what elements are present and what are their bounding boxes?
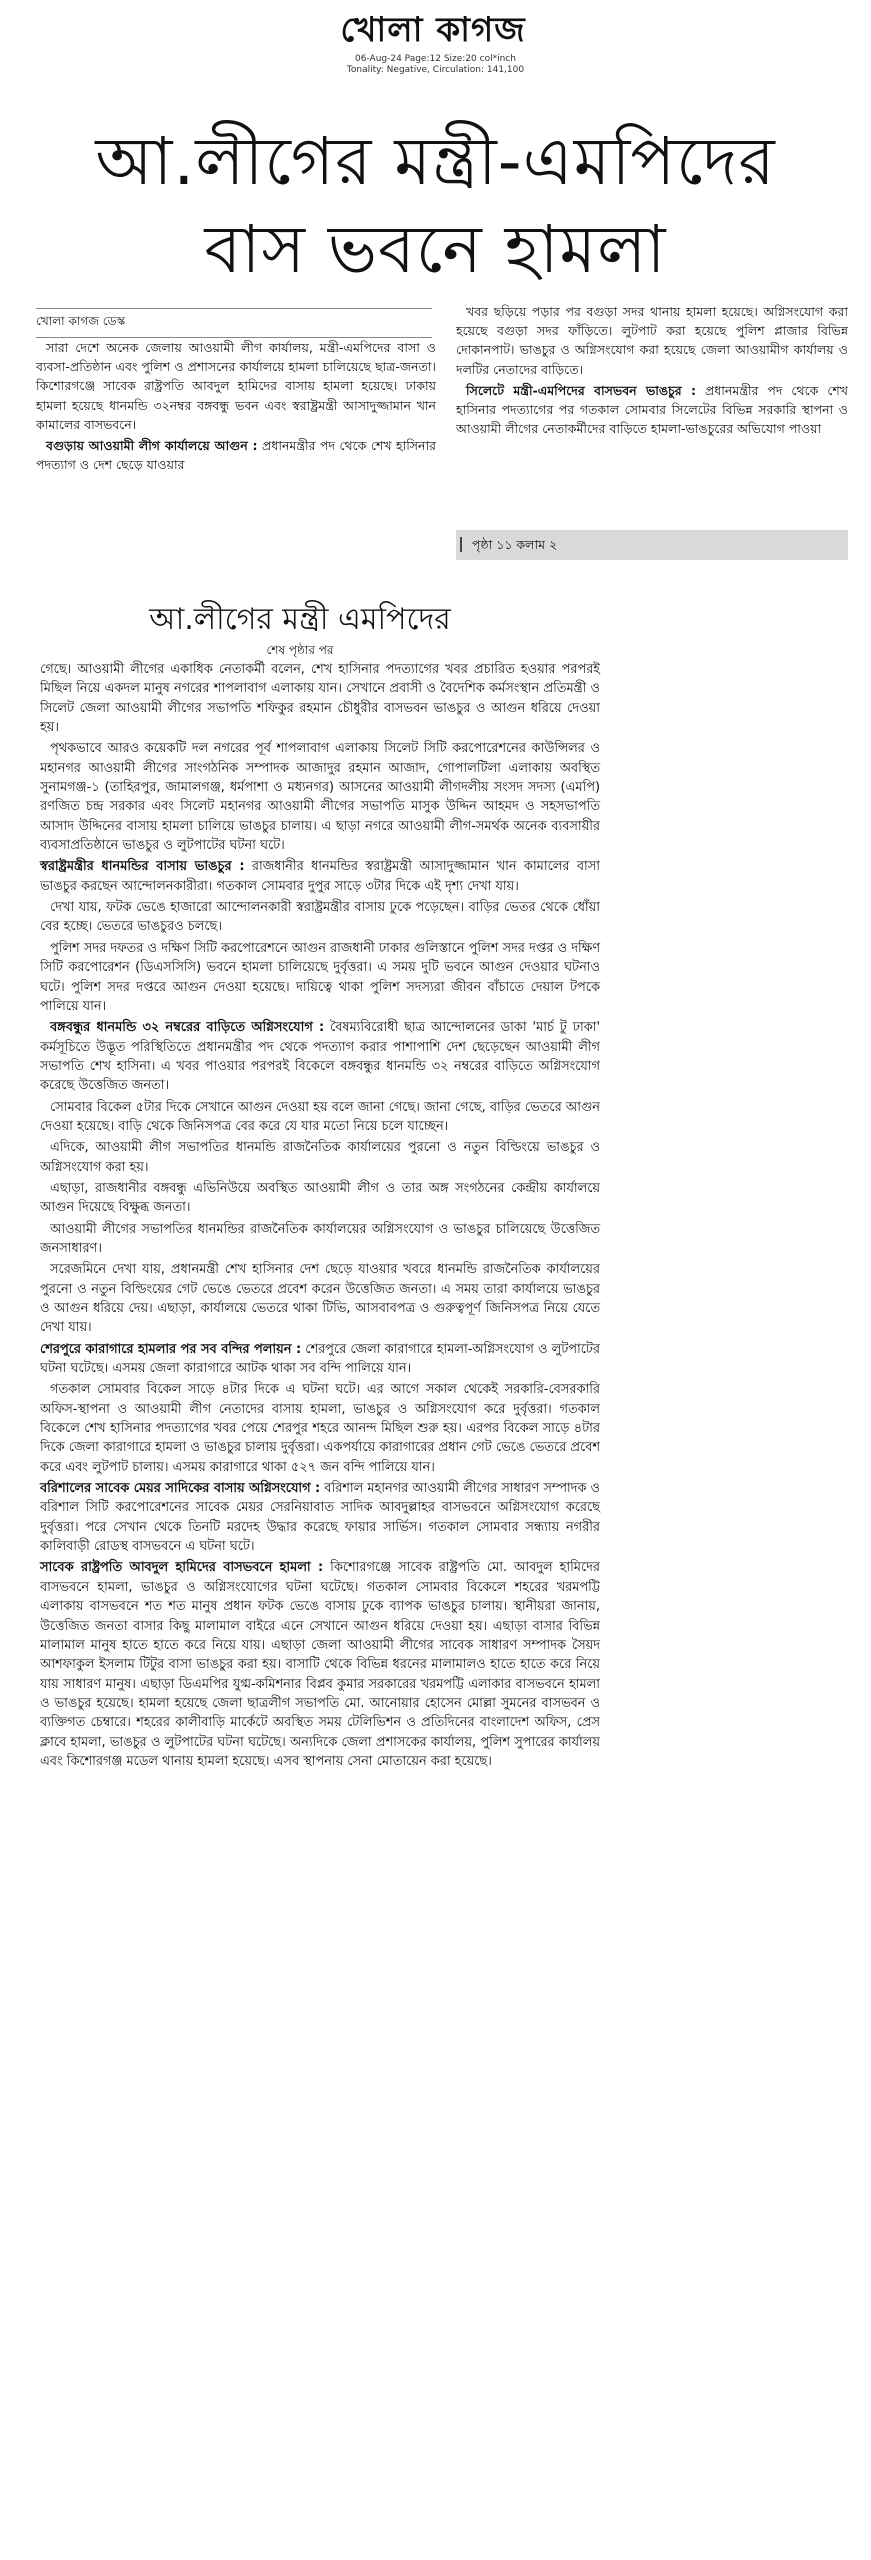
paragraph (456, 302, 848, 379)
clip-meta-date: 06-Aug-24 Page:12 Size:20 col*inch (355, 54, 516, 64)
jump-text: পৃষ্ঠা ১১ কলাম ২ (460, 537, 557, 552)
paragraph (40, 898, 600, 937)
paragraph (40, 1479, 600, 1556)
paragraph (40, 1138, 600, 1177)
paragraph-text: সরেজমিনে দেখা যায়, প্রধানমন্ত্রী শেখ হাসিনার দেশ ছেড়ে যাওয়ার খবরে ধানমন্ডি রাজনৈতিক কার্যালয়ের পুরনো ও নতুন বিল্ডিংয়ের গেট ভেঙে ভেতরে প্রবেশ করেন উত্তেজিত জনতা। এ সময় তারা কার্যালয়ে ভাঙচুর ও আগুন ধরিয়ে দেয়। এছাড়া, কার্যালয়ে ভেতরে থাকা টিভি, আসবাবপত্র ও গুরুত্বপূর্ণ জিনিসপত্র নিয়ে যেতে দেখা যায়। (40, 1262, 600, 1336)
continuation-subtitle: শেষ পৃষ্ঠার পর (266, 643, 334, 657)
subhead: বরিশালের সাবেক মেয়র সাদিকের বাসায় অগ্নিসংযোগ : (40, 1481, 321, 1497)
paragraph (36, 436, 436, 474)
paragraph-text: প্রধানমন্ত্রীর পদ থেকে শেখ হাসিনার পদত্যাগ ও দেশ ছেড়ে যাওয়ার (36, 438, 436, 473)
paragraph (40, 1260, 600, 1337)
headline (40, 118, 831, 294)
paragraph-text: দেখা যায়, ফটক ভেঙে হাজারো আন্দোলনকারী স্বরাষ্ট্রমন্ত্রীর বাসায় ঢুকে পড়েছেন। বাড়ির ভেতর থেকে ধোঁয়া বের হচ্ছে। ভেতরে ভাঙচুরও চলছে। (40, 900, 600, 935)
paragraph-text: পৃথকভাবে আরও কয়েকটি দল নগরের পূর্ব শাপলাবাগ এলাকায় সিলেট সিটি করপোরেশনের কাউন্সিলর ও মহানগর আওয়ামী লীগের সাংগঠনিক সম্পাদক আজাদুর রহমান আজাদ, গোপালটিলা এলাকায় অবস্থিত সুনামগঞ্জ-১ (তাহিরপুর, জামালগঞ্জ, ধর্মপাশা ও মধ্যনগর) আসনের আওয়ামী লীগদলীয় সংসদ সদস্য (এমপি) রণজিত চন্দ্র সরকার এবং সিলেট মহানগর আওয়ামী লীগের সভাপতি মাসুক উদ্দিন আহমদ ও সহসভাপতি আসাদ উদ্দিনের বাসায় হামলা চালিয়ে ভাঙচুর চালায়। এ ছাড়া নগরে আওয়ামী লীগ-সমর্থক অনেক ব্যবসায়ীর ব্যবসাপ্রতিষ্ঠানে ভাঙচুর ও লুটপাটের ঘটনা ঘটে। (40, 741, 600, 854)
masthead (0, 0, 871, 80)
paragraph (40, 739, 600, 855)
paragraph (40, 939, 600, 1016)
clip-meta-tonality: Tonality: Negative, Circulation: 141,100 (346, 65, 525, 75)
subhead: সিলেটে মন্ত্রী-এমপিদের বাসভবন ভাঙচুর : (466, 382, 697, 398)
paragraph (40, 1340, 600, 1379)
paragraph (40, 660, 600, 737)
paragraph-text: কিশোরগঞ্জে সাবেক রাষ্ট্রপতি মো. আবদুল হামিদের বাসভবনে হামলা, ভাঙচুর ও অগ্নিসংযোগের ঘটনা ঘটেছে। গতকাল সোমবার বিকেলে শহরের খরমপট্টি এলাকায় বাসভবনে শত শত মানুষ প্রধান ফটক ভেঙে বাসায় ঢুকে ব্যাপক ভাঙচুর চালায়। স্থানীয়রা জানায়, উত্তেজিত জনতা বাসার কিছু মালামাল বাইরে এনে সেখানে আগুন ধরিয়ে দেওয়া হয়। এছাড়া বাসার বিভিন্ন মালামাল মানুষ হাতে হাতে করে নিয়ে যায়। এছাড়া জেলা আওয়ামী লীগের সাবেক সাধারণ সম্পাদক সৈয়দ আশফাকুল ইসলাম টিটুর বাসা ভাঙচুর করা হয়। বাসাটি থেকে বিভিন্ন ধরনের মালামালও হাতে হাতে করে নিয়ে যায় সাধারণ মানুষ। এছাড়া ডিএমপির যুগ্ম-কমিশনার বিপ্লব কুমার সরকারের খরমপট্টি এলাকার বাসভবনে হামলা ও ভাঙচুর হয়েছে। হামলা হয়েছে জেলা ছাত্রলীগ সভাপতি মো. আনোয়ার হোসেন মোল্লা সুমনের বাসভবন ও ব্যক্তিগত চেম্বারে। শহরের কালীবাড়ি মার্কেটে অবস্থিত সময় টেলিভিশন ও প্রতিদিনের বাংলাদেশ অফিস, প্রেস ক্লাবে হামলা, ভাঙচুর ও লুটপাটের ঘটনা ঘটেছে। অন্যদিকে জেলা প্রশাসকের কার্যালয়, পুলিশ সুপারের কার্যালয় এবং কিশোরগঞ্জ মডেল থানায় হামলা হয়েছে। এসব স্থাপনায় সেনা মোতায়েন করা হয়েছে। (40, 1560, 600, 1769)
paragraph-text: রাজধানীর ধানমন্ডির স্বরাষ্ট্রমন্ত্রী আসাদুজ্জামান খান কামালের বাসা ভাঙচুর করছেন আন্দোলনকারীরা। গতকাল সোমবার দুপুর সাড়ে ৩টার দিকে এই দৃশ্য দেখা যায়। (40, 859, 600, 894)
paragraph-text: আওয়ামী লীগের সভাপতির ধানমন্ডির রাজনৈতিক কার্যালয়ের অগ্নিসংযোগ ও ভাঙচুর চালিয়েছে উত্তেজিত জনসাধারণ। (40, 1221, 600, 1256)
paragraph (40, 1380, 600, 1477)
subhead: শেরপুরে কারাগারে হামলার পর সব বন্দির পলায়ন : (40, 1341, 302, 1357)
right-column (456, 302, 848, 440)
paragraph-text: বৈষম্যবিরোধী ছাত্র আন্দোলনের ডাকা 'মার্চ টু ঢাকা' কর্মসূচিতে উদ্ভূত পরিস্থিতিতে প্রধানমন্ত্রীর পদ থেকে পদত্যাগ করার পাশাপাশি দেশ ছেড়েছেন আওয়ামী লীগ সভাপতি শেখ হাসিনা। এ খবর পাওয়ার পরপরই বিকেলে বঙ্গবন্ধুর ধানমন্ডি ৩২ নম্বরের বাড়িতে অগ্নিসংযোগ করেছে উত্তেজিত জনতা। (40, 1020, 600, 1094)
paragraph (40, 1220, 600, 1259)
paragraph-text: শেরপুরে জেলা কারাগারে হামলা-অগ্নিসংযোগ ও লুটপাটের ঘটনা ঘটেছে। এসময় জেলা কারাগারে আটক থাকা সব বন্দি পালিয়ে যান। (40, 1341, 601, 1377)
paragraph (40, 1018, 600, 1095)
subhead: স্বরাষ্ট্রমন্ত্রীর ধানমন্ডির বাসায় ভাঙচুর : (40, 859, 245, 875)
jump-reference (456, 530, 848, 560)
headline-line-1: আ.লীগের মন্ত্রী-এমপিদের (95, 123, 776, 200)
paragraph (36, 338, 436, 434)
byline: খোলা কাগজ ডেস্ক (36, 308, 432, 338)
subhead: সাবেক রাষ্ট্রপতি আবদুল হামিদের বাসভবনে হামলা : (40, 1560, 324, 1576)
paragraph-text: এছাড়া, রাজধানীর বঙ্গবন্ধু এভিনিউয়ে অবস্থিত আওয়ামী লীগ ও তার অঙ্গ সংগঠনের কেন্দ্রীয় কার্যালয়ে আগুন দিয়েছে বিক্ষুব্ধ জনতা। (40, 1180, 600, 1216)
paragraph (40, 1179, 600, 1218)
subhead: বগুড়ায় আওয়ামী লীগ কার্যালয়ে আগুন : (46, 438, 258, 454)
paragraph-text: বরিশাল মহানগর আওয়ামী লীগের সাধারণ সম্পাদক ও বরিশাল সিটি করপোরেশনের সাবেক মেয়র সেরনিয়াবাত সাদিক আবদুল্লাহর বাসভবনে অগ্নিসংযোগ করেছে দুর্বৃত্তরা। পরে সেখান থেকে তিনটি মরদেহ উদ্ধার করেছে ফায়ার সার্ভিস। গতকাল সোমবার সন্ধ্যায় নগরীর কালিবাড়ী রোডস্থ বাসভবনে এ ঘটনা ঘটে। (40, 1481, 601, 1555)
paragraph-text: পুলিশ সদর দফতর ও দক্ষিণ সিটি করপোরেশনে আগুন রাজধানী ঢাকার গুলিস্তানে পুলিশ সদর দপ্তর ও দক্ষিণ সিটি করপোরেশন (ডিএসসিসি) ভবনে হামলা চালিয়েছে দুর্বৃত্তরা। এ সময় দুটি ভবনে আগুন দেওয়ার ঘটনাও ঘটে। পুলিশ সদর দপ্তরে আগুন দেওয়া হয়েছে। দায়িত্বে থাকা পুলিশ সদস্যরা জীবন বাঁচাতে দেয়াল টপকে পালিয়ে যান। (40, 940, 600, 1014)
subhead: বঙ্গবন্ধুর ধানমন্ডি ৩২ নম্বরের বাড়িতে অগ্নিসংযোগ : (50, 1020, 325, 1036)
paragraph-text: এদিকে, আওয়ামী লীগ সভাপতির ধানমন্ডি রাজনৈতিক কার্যালয়ের পুরনো ও নতুন বিল্ডিংয়ে ভাঙচুর ও অগ্নিসংযোগ করা হয়। (40, 1140, 600, 1175)
paragraph (40, 857, 600, 896)
newspaper-logo: খোলা কাগজ (340, 10, 526, 50)
paragraph-text: সারা দেশে অনেক জেলায় আওয়ামী লীগ কার্যালয়, মন্ত্রী-এমপিদের বাসা ও ব্যবসা-প্রতিষ্ঠান এবং পুলিশ ও প্রশাসনের কার্যালয়ে হামলা চালিয়েছে ছাত্র-জনতা। কিশোরগঞ্জে সাবেক রাষ্ট্রপতি আবদুল হামিদের বাসায় হামলা হয়েছে। ঢাকায় হামলা হয়েছে ধানমন্ডি ৩২নম্বর বঙ্গবন্ধু ভবন এবং স্বরাষ্ট্রমন্ত্রী আসাদুজ্জামান খান কামালের বাসভবনে। (36, 340, 436, 432)
paragraph (40, 1558, 600, 1771)
paragraph (456, 381, 848, 439)
paragraph-text: প্রধানমন্ত্রীর পদ থেকে শেখ হাসিনার পদত্যাগের পর গতকাল সোমবার সিলেটের বিভিন্ন সরকারি স্থাপনা ও আওয়ামী লীগের নেতাকর্মীদের বাড়িতে হামলা-ভাঙচুরের অভিযোগ পাওয়া (456, 382, 848, 437)
paragraph-text: গেছে। আওয়ামী লীগের একাধিক নেতাকর্মী বলেন, শেখ হাসিনার পদত্যাগের খবর প্রচারিত হওয়ার পরপরই মিছিল নিয়ে একদল মানুষ নগরের শাপলাবাগ এলাকায় যান। সেখানে প্রবাসী ও বৈদেশিক কর্মসংস্থান প্রতিমন্ত্রী ও সিলেট জেলা আওয়ামী লীগের সভাপতি শফিকুর রহমান চৌধুরীর বাসভবন ভাঙচুর ও আগুন ধরিয়ে দেওয়া হয়। (40, 662, 600, 736)
paragraph-text: গতকাল সোমবার বিকেল সাড়ে ৪টার দিকে এ ঘটনা ঘটে। এর আগে সকাল থেকেই সরকারি-বেসরকারি অফিস-স্থাপনা ও আওয়ামী লীগ নেতাদের বাসায় হামলা, ভাঙচুর ও অগ্নিসংযোগ করে দুর্বৃত্তরা। গতকাল বিকেলে শেখ হাসিনার পদত্যাগের খবর পেয়ে শেরপুর শহরে আনন্দ মিছিল শুরু হয়। এরপর বিকেল সাড়ে ৪টার দিকে জেলা কারাগারে হামলা ও ভাঙচুর চালায় দুর্বৃত্তরা। একপর্যায়ে কারাগারের প্রধান গেট ভেঙে ভেতরে প্রবেশ করে এবং লুটপাট চালায়। এসময় কারাগারে থাকা ৫২৭ জন বন্দি পালিয়ে যান। (40, 1382, 600, 1475)
left-column (36, 338, 436, 476)
paragraph-text: খবর ছড়িয়ে পড়ার পর বগুড়া সদর থানায় হামলা হয়েছে। অগ্নিসংযোগ করা হয়েছে বগুড়া সদর ফাঁড়িতে। লুটপাট করা হয়েছে পুলিশ প্লাজার বিভিন্ন দোকানপাট। ভাঙচুর ও অগ্নিসংযোগ করা হয়েছে জেলা আওয়ামীগ কার্যালয় ও দলটির নেতাদের বাড়িতে। (456, 304, 848, 377)
headline-line-2: বাস ভবনে হামলা (204, 211, 667, 288)
paragraph (40, 1098, 600, 1137)
continuation-title: আ.লীগের মন্ত্রী এমপিদের (149, 602, 451, 637)
continuation-body (40, 660, 600, 1773)
paragraph-text: সোমবার বিকেল ৫টার দিকে সেখানে আগুন দেওয়া হয় বলে জানা গেছে। জানা গেছে, বাড়ির ভেতরে আগুন দেওয়া হয়েছে। বাড়ি থেকে জিনিসপত্র বের করে যে যার মতো নিয়ে চলে যাচ্ছেন। (40, 1099, 600, 1134)
